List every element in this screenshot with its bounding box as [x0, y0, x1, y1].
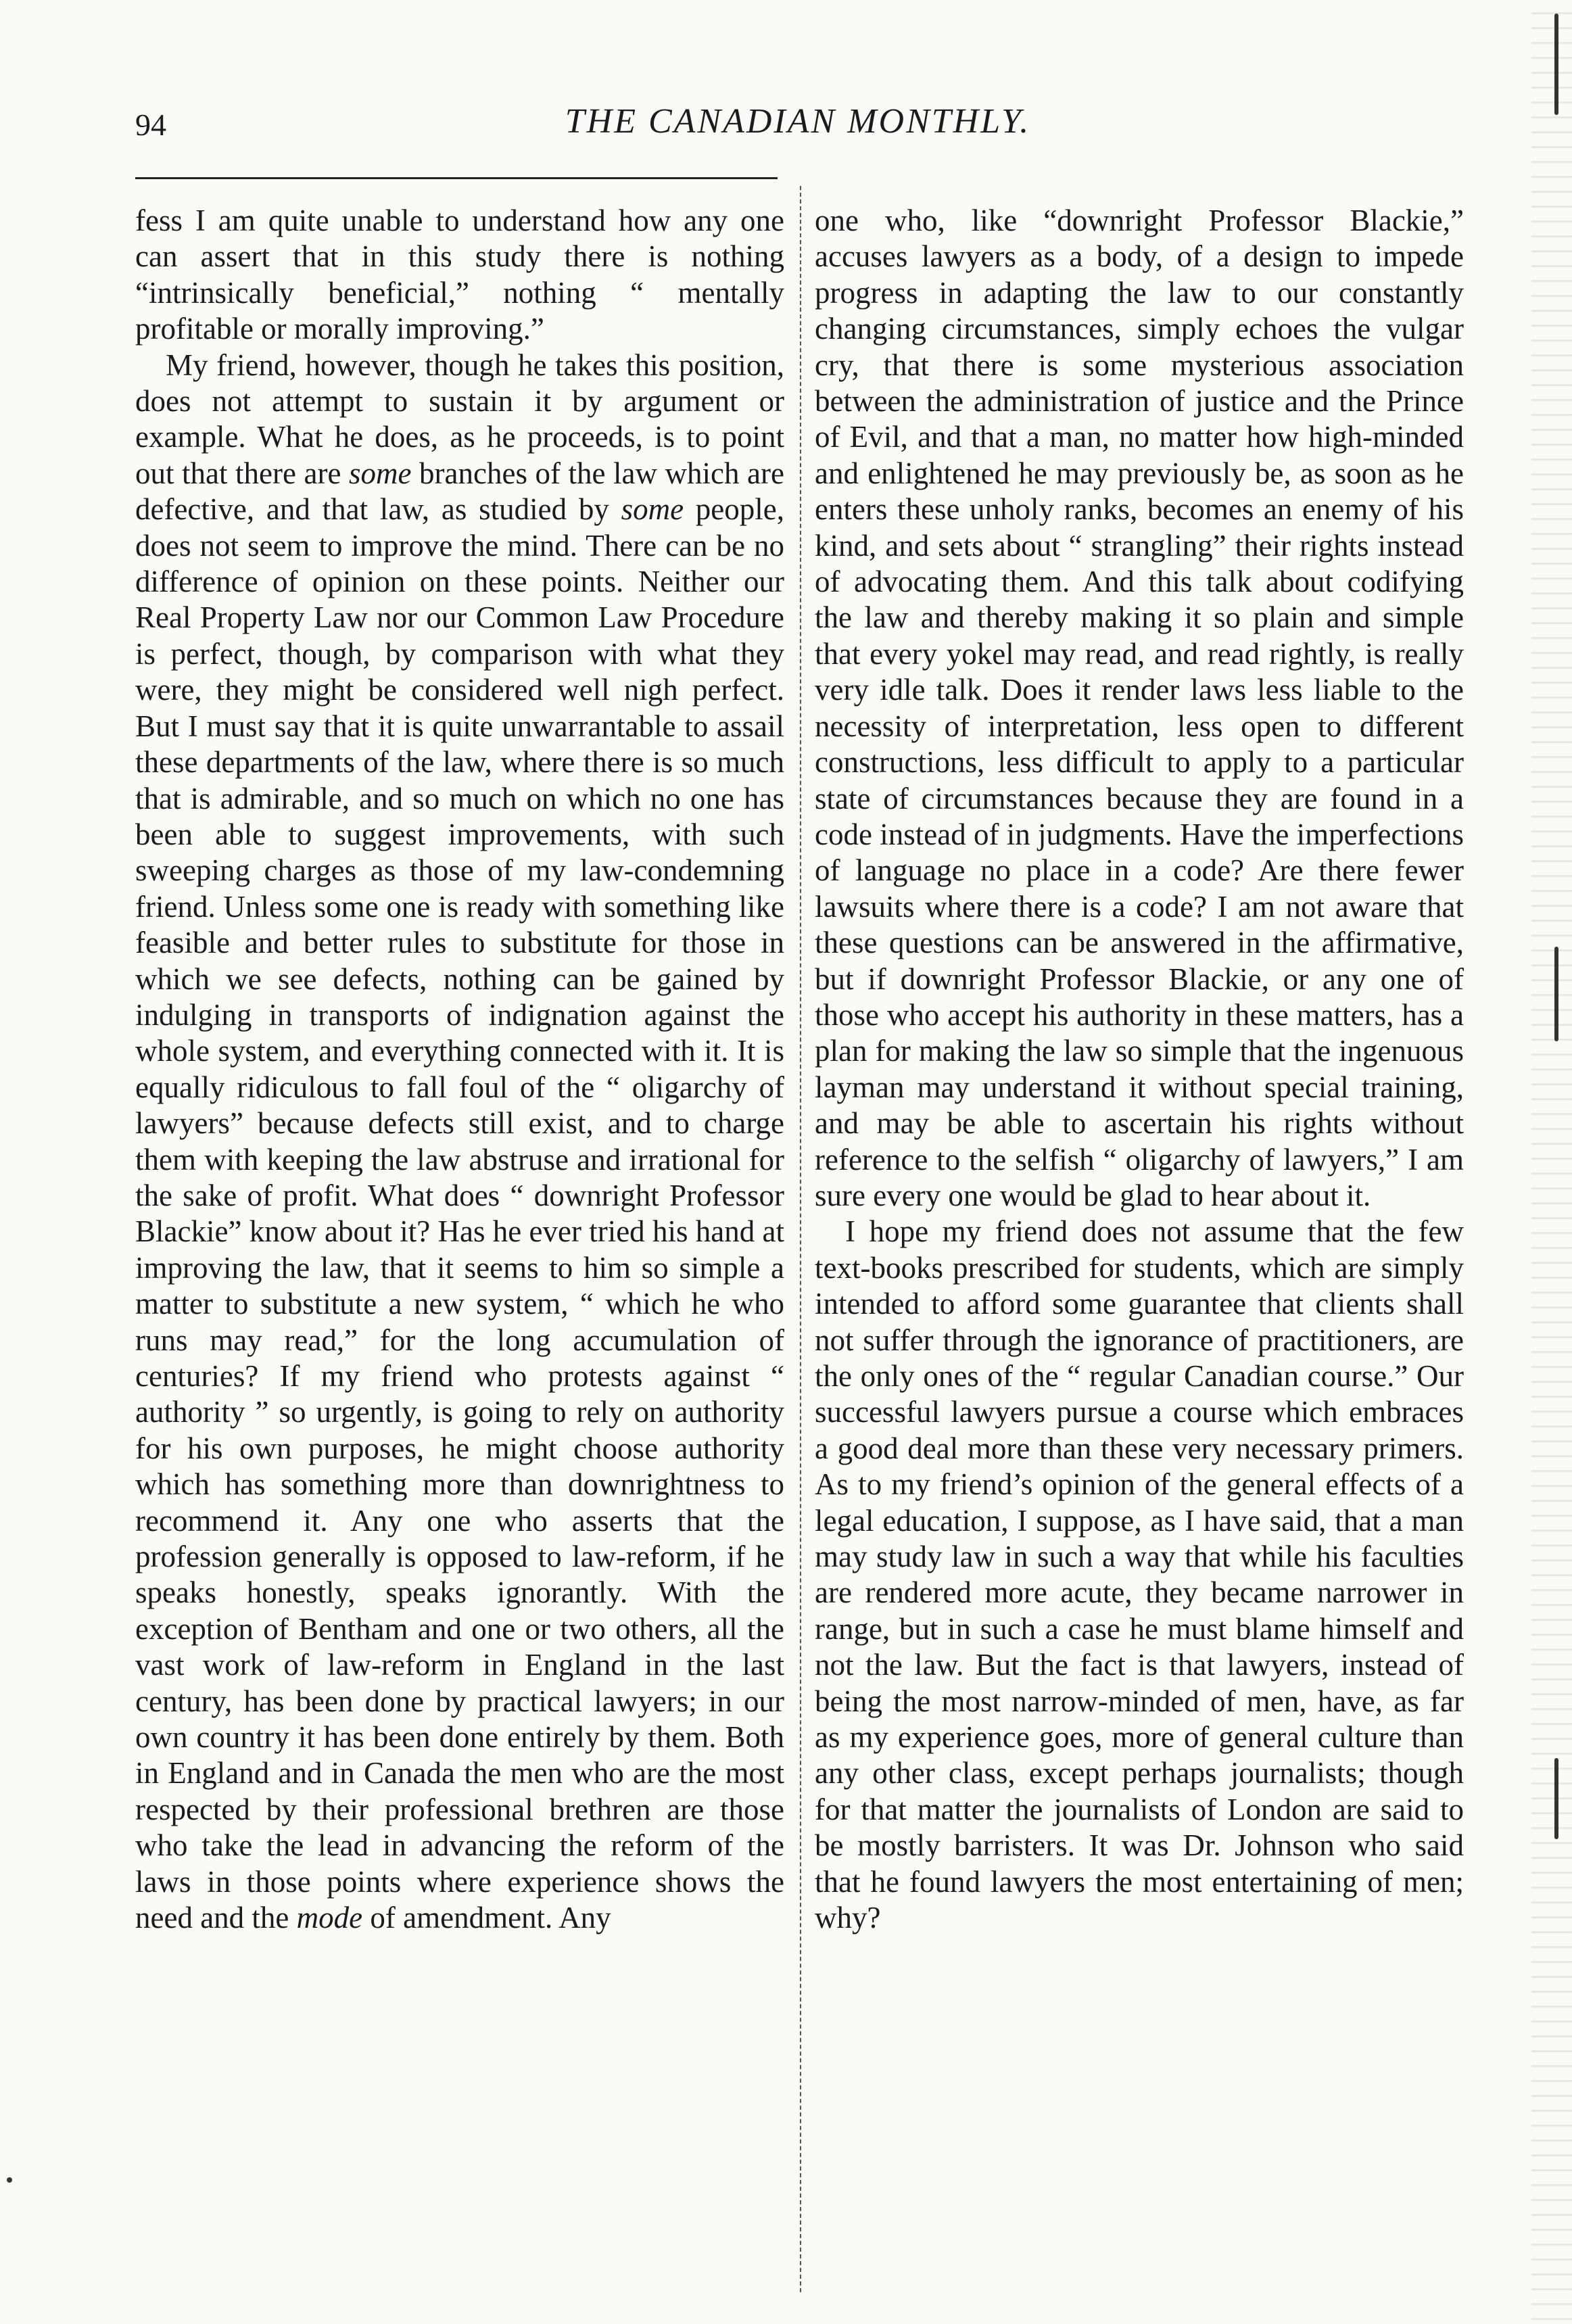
left-p2-text-b: branches of the law which are defective, and that law, as studied by — [135, 456, 784, 527]
running-title: THE CANADIAN MONTHLY. — [565, 102, 1031, 141]
left-p2-text-c: people, does not seem to improve the mind. There can be no difference of opinion on these points. Neither our Real Property Law nor our Common Law Procedure is perfect, though, by comparison with what they were, they might be considered well nigh perfect. But I must say that it is quite unwarrantable to assail these departments of the law, where there is so much that is admirable, and so much on which no one has been able to suggest improvements, with such sweeping charges as those of my law-condemning friend. Unless some one is ready with something like feasible and better rules to substitute for those in which we see defects, nothing can be gained by indulging in transports of indignation against the whole system, and everything connected with it. It is equally ridiculous to fall foul of the “ oligarchy of lawyers” because defects still exist, and to charge them with keeping the law abstruse and irrational for the sake of profit. What does “ downright Professor Blackie” know about it? Has he ever tried his hand at improving the law, that it seems to him so simple a matter to substitute a new system, “ which he who runs may read,” for the long accumulation of centuries? If my friend who protests against “ authority ” so urgently, is going to rely on authority for his own purposes, he might choose authority which has something more than downrightness to recommend it. Any one who asserts that the profession generally is opposed to law-reform, if he speaks honestly, speaks ignorantly. With the exception of Bentham and one or two others, all the vast work of law-reform in England in the last century, has been done by practical lawyers; in our own country it has been done entirely by them. Both in England and in Canada the men who are the most respected by their professional brethren are those who take the lead in advancing the reform of the laws in those points where experience shows the need and the — [135, 492, 784, 1935]
left-p2-emphasis-some-1: some — [349, 456, 412, 490]
edge-mark — [1554, 947, 1558, 1041]
left-column — [135, 203, 784, 1937]
edge-mark — [1554, 1758, 1558, 1839]
right-paragraph-1: one who, like “downright Professor Blackie,” accuses lawyers as a body, of a design to impede progress in adapting the law to our constantly changing circumstances, simply echoes the vulgar cry, that there is some mysterious association between the administration of justice and the Prince of Evil, and that a man, no matter how high-minded and enlightened he may previously be, as soon as he enters these unholy ranks, becomes an enemy of his kind, and sets about “ strangling” their rights instead of advocating them. And this talk about codifying the law and thereby making it so plain and simple that every yokel may read, and read rightly, is really very idle talk. Does it render laws less liable to the necessity of interpretation, less open to different constructions, less difficult to apply to a particular state of circumstances because they are found in a code instead of in judgments. Have the imperfections of language no place in a code? Are there fewer lawsuits where there is a code? I am not aware that these questions can be answered in the affirmative, but if downright Professor Blackie, or any one of those who accept his authority in these matters, has a plan for making the law so simple that the ingenuous layman may understand it without special training, and may be able to ascertain his rights without reference to the selfish “ oligarchy of lawyers,” I am sure every one would be glad to hear about it. — [815, 204, 1464, 1212]
right-paragraph-2: I hope my friend does not assume that the few text-books prescribed for students, which are simply intended to afford some guarantee that clients shall not suffer through the ignorance of practitioners, are the only ones of the “ regular Canadian course.” Our successful lawyers pursue a course which embraces a good deal more than these very necessary primers. As to my friend’s opinion of the general effects of a legal education, I suppose, as I have said, that a man may study law in such a way that while his faculties are rendered more acute, they became narrower in range, but in such a case he must blame himself and not the law. But the fact is that lawyers, instead of being the most narrow-minded of men, have, as far as my experience goes, more of general culture than any other class, except perhaps journalists; though for that matter the journalists of London are said to be mostly barristers. It was Dr. Johnson who said that he found lawyers the most entertaining of men; why? — [815, 1214, 1464, 1935]
page-number: 94 — [135, 108, 166, 142]
edge-mark — [1554, 14, 1558, 115]
stray-ink-dot — [7, 2177, 12, 2183]
header-rule — [135, 177, 778, 179]
left-p2-text-a: My friend, however, though he takes this position, does not attempt to sustain it by argument or example. What he does, as he proceeds, is to point out that there are — [135, 348, 784, 490]
left-paragraph-2 — [135, 348, 784, 1937]
left-p2-emphasis-mode: mode — [296, 1901, 363, 1935]
column-divider — [800, 186, 801, 2292]
left-p2-text-d: of amendment. Any — [362, 1901, 611, 1935]
left-paragraph-1: fess I am quite unable to understand how any one can assert that in this study there is nothing “intrinsically beneficial,” nothing “ mentally profitable or morally improving.” — [135, 204, 784, 346]
right-column — [815, 203, 1464, 1937]
left-p2-emphasis-some-2: some — [621, 492, 684, 527]
page-header — [128, 101, 1467, 156]
scanned-page-edge — [1531, 0, 1572, 2324]
